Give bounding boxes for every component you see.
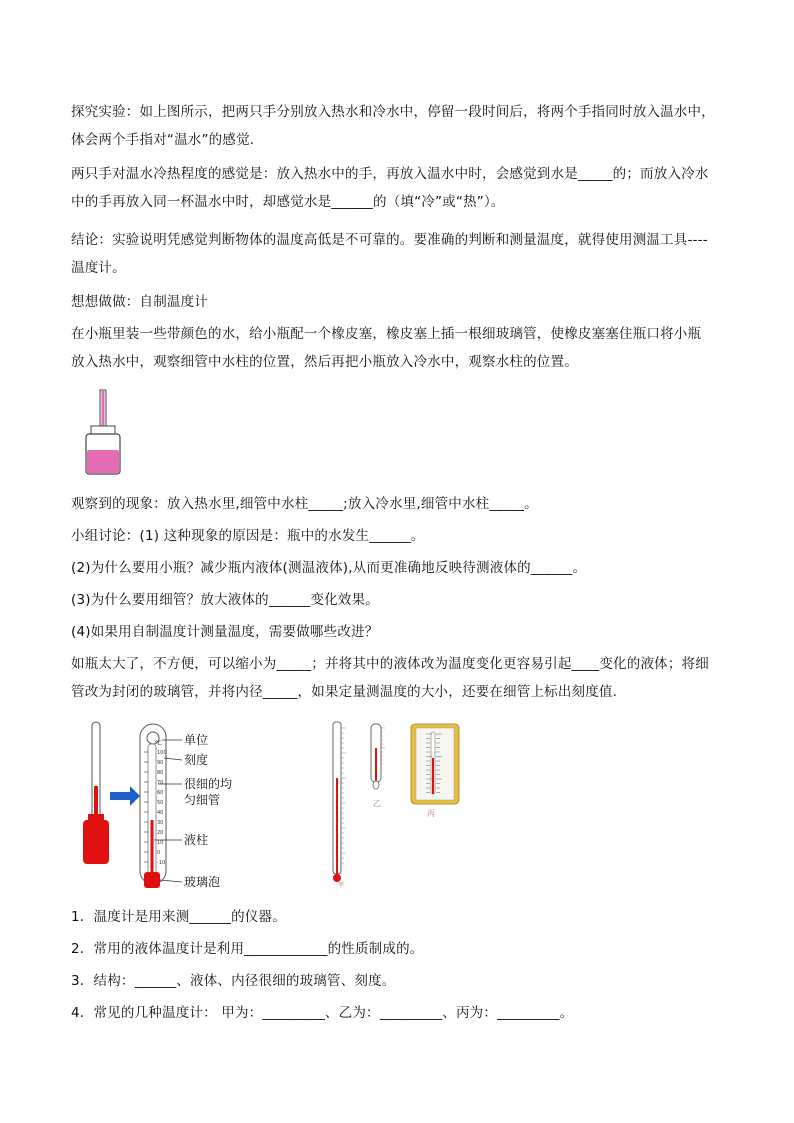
wall-thermometer-column [432, 758, 434, 794]
lab-thermometer-bulb [333, 874, 341, 882]
discussion-q3: (3)为什么要用细管？放大液体的______变化效果。 [71, 592, 380, 608]
discussion-q2: (2)为什么要用小瓶？减少瓶内液体(测温液体),从而更准确地反映待测液体的______。 [71, 560, 587, 576]
label-column: 液柱 [184, 833, 209, 847]
diy-bottle-figure [80, 388, 130, 478]
tick-label: -10 [157, 860, 166, 866]
item-4: 4．常见的几种温度计： 甲为：_________、乙为：_________、丙为：_________。 [71, 1005, 574, 1021]
diy-paragraph [71, 320, 726, 376]
tick-label: 10 [157, 840, 164, 846]
tick-label: 90 [157, 760, 164, 766]
intro-paragraph [71, 98, 726, 154]
improve-paragraph [71, 650, 726, 706]
item-3: 3．结构：______、液体、内径很细的玻璃管、刻度。 [71, 973, 396, 989]
tick-label: 40 [157, 810, 164, 816]
red-bottle [83, 820, 109, 864]
clinical-thermometer-column [375, 748, 377, 782]
discussion-q1: 小组讨论：(1) 这种现象的原因是：瓶中的水发生______。 [71, 528, 425, 544]
item-2: 2．常用的液体温度计是利用____________的性质制成的。 [71, 941, 424, 957]
label-tube-1: 很细的均 [184, 777, 233, 791]
tick-label: 70 [157, 780, 164, 786]
tick-label: 60 [157, 790, 164, 796]
improve-line-1: 如瓶太大了，不方便，可以缩小为_____；并将其中的液体改为温度变化更容易引起____变化的液体；将细 [71, 656, 709, 672]
observation-line: 观察到的现象：放入热水里,细管中水柱_____;放入冷水里,细管中水柱_____。 [71, 496, 538, 512]
label-a: 甲 [338, 882, 345, 889]
intro-line-1: 探究实验：如上图所示，把两只手分别放入热水和冷水中，停留一段时间后，将两个手指同时放入温水中， [71, 104, 715, 120]
tick-label: 0 [157, 850, 161, 856]
scale-leader [164, 758, 182, 760]
label-c: 丙 [427, 809, 435, 818]
thermometer-structure-diagram [80, 718, 260, 896]
tick-label: 100 [157, 750, 167, 756]
item-1: 1．温度计是用来测______的仪器。 [71, 909, 286, 925]
bottle-liquid [87, 450, 119, 473]
label-unit: 单位 [184, 733, 209, 747]
diy-title: 想想做做：自制温度计 [71, 294, 208, 310]
tube-liquid [102, 391, 105, 428]
tick-label: 30 [157, 820, 164, 826]
liquid-column [151, 820, 154, 872]
intro-line-2: 体会两个手指对“温水”的感觉. [71, 132, 255, 148]
lab-thermometer-column [336, 778, 338, 874]
feeling-line-2: 中的手再放入同一杯温水中时，却感觉水是______的（填“冷”或“热”）。 [71, 194, 505, 210]
bulb-leader [160, 880, 182, 882]
common-thermometers-figure [325, 718, 465, 890]
label-b: 乙 [373, 799, 381, 808]
tick-label: 50 [157, 800, 164, 806]
feeling-paragraph [71, 160, 726, 216]
diy-line-1: 在小瓶里装一些带颜色的水，给小瓶配一个橡皮塞，橡皮塞上插一根细玻璃管，使橡皮塞塞住瓶口将小瓶 [71, 326, 702, 342]
feeling-line-1: 两只手对温水冷热程度的感觉是：放入热水中的手，再放入温水中时，会感觉到水是_____的；而放入冷水 [71, 166, 709, 182]
improve-line-2: 管改为封闭的玻璃管，并将内径_____，如果定量测温度的大小，还要在细管上标出刻度值. [71, 684, 618, 700]
glass-bulb [144, 872, 160, 888]
diy-line-2: 放入热水中，观察细管中水柱的位置，然后再把小瓶放入冷水中，观察水柱的位置。 [71, 354, 578, 370]
tick-label: 80 [157, 770, 164, 776]
discussion-q4: (4)如果用自制温度计测量温度，需要做哪些改进？ [71, 624, 379, 640]
arrow-icon [110, 786, 140, 806]
tick-label: 20 [157, 830, 164, 836]
conclusion-paragraph [71, 226, 726, 282]
conclusion-line-1: 结论：实验说明凭感觉判断物体的温度高低是不可靠的。要准确的判断和测量温度，就得使用测温工具---- [71, 232, 708, 248]
label-tube-2: 匀细管 [184, 793, 221, 807]
unit-symbol: ℃ [155, 740, 162, 747]
clinical-thermometer-bulb [373, 781, 379, 789]
conclusion-line-2: 温度计。 [71, 260, 126, 276]
label-scale: 刻度 [184, 753, 209, 767]
label-bulb: 玻璃泡 [184, 875, 221, 889]
